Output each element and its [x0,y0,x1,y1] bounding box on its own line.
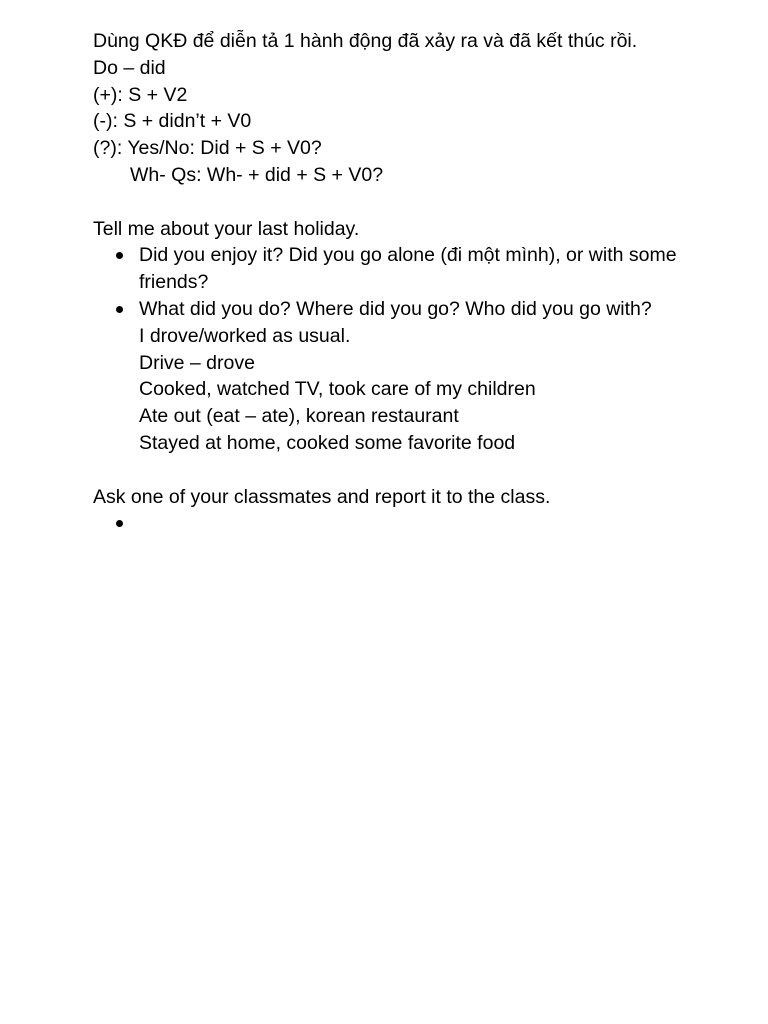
classmates-prompt: Ask one of your classmates and report it to the class. [93,485,551,508]
blank-line [93,189,693,216]
answer-line: Ate out (eat – ate), korean restaurant [139,405,459,428]
answer-line: Stayed at home, cooked some favorite food [139,431,516,454]
bullet-icon [116,306,123,313]
holiday-bullet-list [93,242,693,456]
list-item [93,296,693,457]
intro-definition: Dùng QKĐ để diễn tả 1 hành động đã xảy ra và đã kết thúc rồi. [93,30,638,52]
answer-line: I drove/worked as usual. [139,324,351,347]
list-item [93,242,693,296]
bullet-icon [116,252,123,259]
intro-negative-form: (-): S + didn’t + V0 [93,110,252,133]
bullet-icon [116,520,123,527]
intro-positive-form: (+): S + V2 [93,83,188,106]
answer-line: Drive – drove [139,351,255,374]
intro-do-did: Do – did [93,56,166,79]
holiday-question-2: What did you do? Where did you go? Who did you go with? [139,297,652,320]
classmates-bullet-list [93,510,693,537]
intro-yes-no-question-form: (?): Yes/No: Did + S + V0? [93,137,322,160]
document-page [93,28,693,537]
blank-line [93,457,693,484]
holiday-prompt: Tell me about your last holiday. [93,217,360,240]
answer-line: Cooked, watched TV, took care of my children [139,378,536,401]
intro-wh-question-form: Wh- Qs: Wh- + did + S + V0? [130,163,384,186]
list-item[interactable] [93,510,693,537]
holiday-question-1: Did you enjoy it? Did you go alone (đi một mình), or with some friends? [139,244,677,294]
